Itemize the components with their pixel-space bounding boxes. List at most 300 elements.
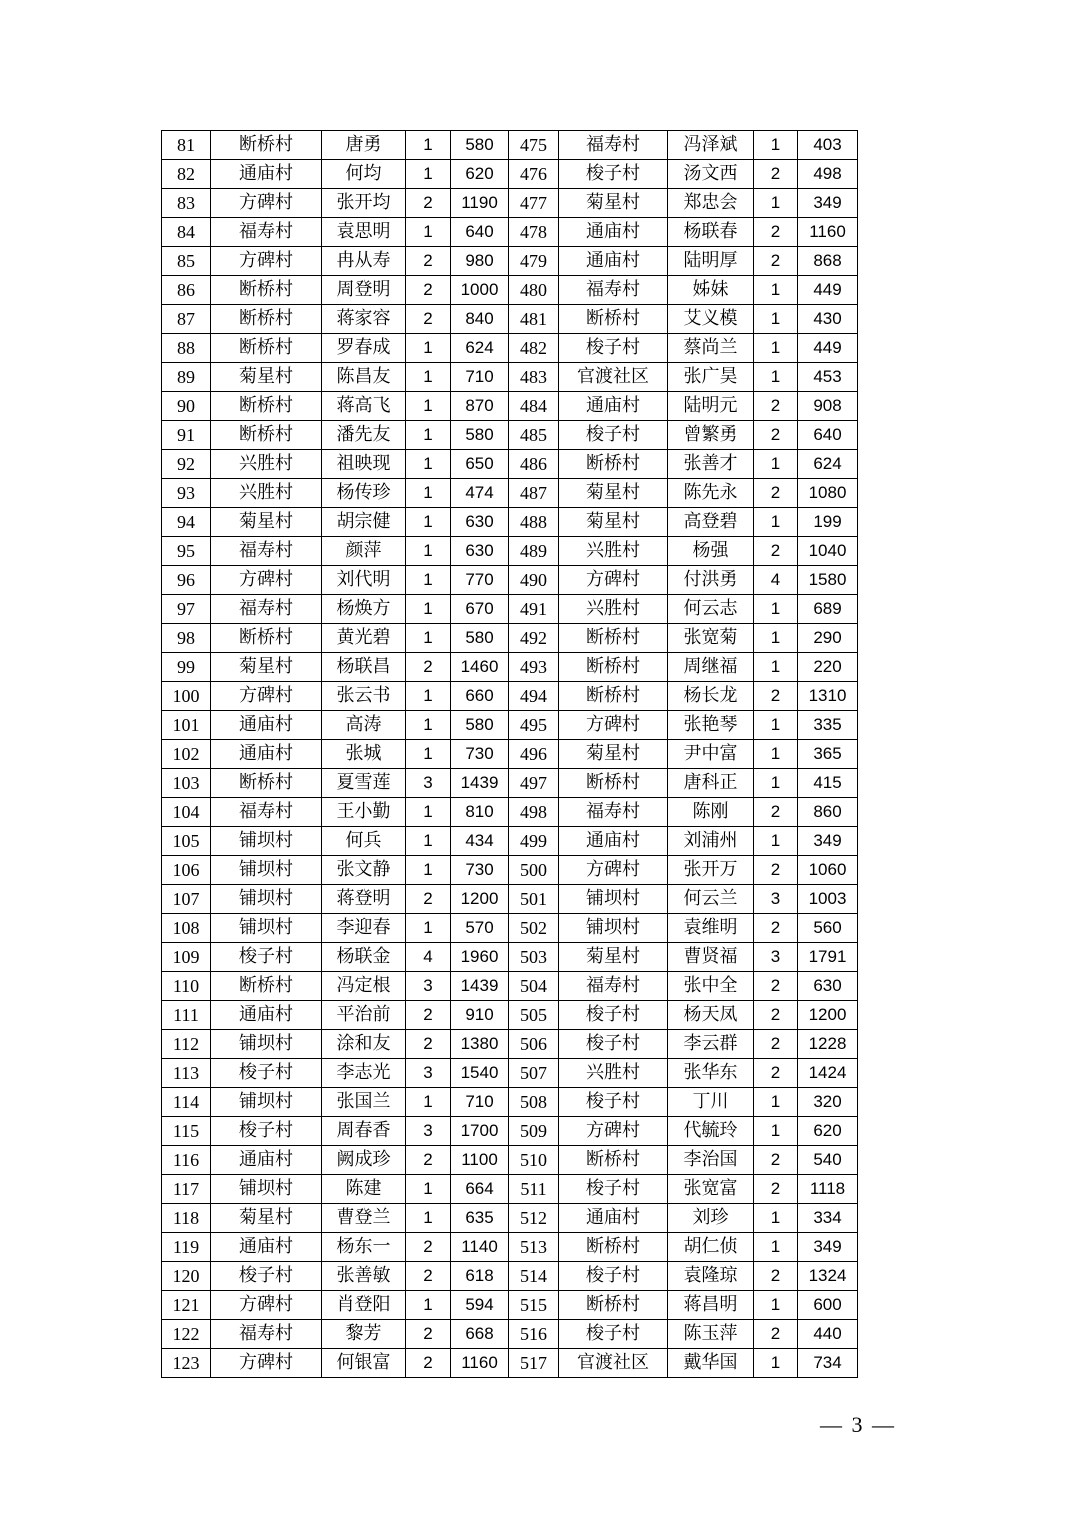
village-left: 断桥村 (211, 769, 322, 798)
table-row (162, 1320, 858, 1349)
amount-right: 449 (798, 276, 858, 305)
amount-left: 1460 (451, 653, 509, 682)
amount-left: 630 (451, 537, 509, 566)
village-left: 断桥村 (211, 421, 322, 450)
members-right: 1 (754, 827, 798, 856)
row-index-right: 479 (509, 247, 559, 276)
village-right: 梭子村 (559, 1088, 668, 1117)
village-left: 断桥村 (211, 624, 322, 653)
name-left: 周春香 (322, 1117, 406, 1146)
name-left: 潘先友 (322, 421, 406, 450)
amount-left: 870 (451, 392, 509, 421)
members-right: 1 (754, 624, 798, 653)
name-left: 陈昌友 (322, 363, 406, 392)
village-right: 福寿村 (559, 276, 668, 305)
amount-left: 664 (451, 1175, 509, 1204)
name-left: 冉从寿 (322, 247, 406, 276)
name-right: 陈玉萍 (668, 1320, 754, 1349)
table-row (162, 508, 858, 537)
members-left: 1 (406, 595, 451, 624)
village-left: 铺坝村 (211, 1088, 322, 1117)
members-right: 2 (754, 1001, 798, 1030)
members-left: 3 (406, 769, 451, 798)
members-left: 1 (406, 798, 451, 827)
village-left: 通庙村 (211, 160, 322, 189)
village-right: 通庙村 (559, 218, 668, 247)
village-right: 梭子村 (559, 1175, 668, 1204)
name-right: 曹贤福 (668, 943, 754, 972)
members-left: 1 (406, 1088, 451, 1117)
name-left: 张文静 (322, 856, 406, 885)
amount-right: 1310 (798, 682, 858, 711)
name-left: 祖映现 (322, 450, 406, 479)
table-row (162, 1088, 858, 1117)
name-left: 杨传珍 (322, 479, 406, 508)
table-row (162, 1001, 858, 1030)
members-right: 3 (754, 943, 798, 972)
amount-left: 1439 (451, 769, 509, 798)
members-right: 1 (754, 1117, 798, 1146)
village-left: 断桥村 (211, 392, 322, 421)
row-index-left: 116 (162, 1146, 211, 1175)
members-left: 2 (406, 1233, 451, 1262)
village-right: 断桥村 (559, 1146, 668, 1175)
members-left: 1 (406, 566, 451, 595)
amount-left: 434 (451, 827, 509, 856)
members-right: 1 (754, 1088, 798, 1117)
amount-right: 1200 (798, 1001, 858, 1030)
name-left: 陈建 (322, 1175, 406, 1204)
village-left: 菊星村 (211, 1204, 322, 1233)
table-row (162, 1349, 858, 1378)
amount-right: 734 (798, 1349, 858, 1378)
table-row (162, 276, 858, 305)
village-left: 方碑村 (211, 247, 322, 276)
members-right: 2 (754, 392, 798, 421)
village-left: 断桥村 (211, 131, 322, 160)
village-right: 梭子村 (559, 160, 668, 189)
village-left: 方碑村 (211, 1349, 322, 1378)
table-row (162, 624, 858, 653)
amount-right: 600 (798, 1291, 858, 1320)
amount-right: 908 (798, 392, 858, 421)
name-left: 杨联昌 (322, 653, 406, 682)
name-left: 夏雪莲 (322, 769, 406, 798)
members-left: 2 (406, 247, 451, 276)
members-right: 2 (754, 160, 798, 189)
members-right: 2 (754, 479, 798, 508)
members-left: 1 (406, 1175, 451, 1204)
name-left: 李迎春 (322, 914, 406, 943)
village-left: 兴胜村 (211, 450, 322, 479)
amount-right: 498 (798, 160, 858, 189)
members-left: 3 (406, 1059, 451, 1088)
table-row (162, 1146, 858, 1175)
members-right: 2 (754, 1146, 798, 1175)
row-index-left: 92 (162, 450, 211, 479)
village-left: 福寿村 (211, 537, 322, 566)
amount-right: 334 (798, 1204, 858, 1233)
row-index-right: 495 (509, 711, 559, 740)
members-right: 1 (754, 334, 798, 363)
table-row (162, 827, 858, 856)
row-index-left: 109 (162, 943, 211, 972)
members-right: 1 (754, 769, 798, 798)
row-index-right: 507 (509, 1059, 559, 1088)
village-right: 梭子村 (559, 421, 668, 450)
row-index-right: 498 (509, 798, 559, 827)
members-left: 2 (406, 885, 451, 914)
table-row (162, 363, 858, 392)
row-index-left: 118 (162, 1204, 211, 1233)
row-index-right: 511 (509, 1175, 559, 1204)
amount-right: 1324 (798, 1262, 858, 1291)
name-right: 张善才 (668, 450, 754, 479)
name-right: 戴华国 (668, 1349, 754, 1378)
row-index-left: 86 (162, 276, 211, 305)
row-index-right: 478 (509, 218, 559, 247)
name-right: 陆明元 (668, 392, 754, 421)
members-left: 1 (406, 1204, 451, 1233)
members-left: 1 (406, 856, 451, 885)
village-left: 断桥村 (211, 972, 322, 1001)
amount-right: 320 (798, 1088, 858, 1117)
row-index-right: 491 (509, 595, 559, 624)
name-right: 蔡尚兰 (668, 334, 754, 363)
members-right: 1 (754, 740, 798, 769)
row-index-left: 108 (162, 914, 211, 943)
row-index-right: 513 (509, 1233, 559, 1262)
amount-right: 1791 (798, 943, 858, 972)
row-index-left: 103 (162, 769, 211, 798)
amount-left: 580 (451, 624, 509, 653)
village-left: 铺坝村 (211, 914, 322, 943)
row-index-right: 488 (509, 508, 559, 537)
amount-left: 474 (451, 479, 509, 508)
table-row (162, 885, 858, 914)
table-row (162, 421, 858, 450)
row-index-right: 484 (509, 392, 559, 421)
village-left: 菊星村 (211, 653, 322, 682)
members-right: 1 (754, 450, 798, 479)
amount-right: 630 (798, 972, 858, 1001)
village-left: 铺坝村 (211, 885, 322, 914)
name-left: 何银富 (322, 1349, 406, 1378)
members-left: 2 (406, 653, 451, 682)
members-right: 3 (754, 885, 798, 914)
village-right: 通庙村 (559, 247, 668, 276)
amount-left: 1140 (451, 1233, 509, 1262)
village-right: 通庙村 (559, 392, 668, 421)
members-right: 1 (754, 276, 798, 305)
name-left: 肖登阳 (322, 1291, 406, 1320)
village-right: 菊星村 (559, 943, 668, 972)
row-index-left: 104 (162, 798, 211, 827)
name-right: 胡仁侦 (668, 1233, 754, 1262)
members-left: 1 (406, 740, 451, 769)
amount-left: 1540 (451, 1059, 509, 1088)
members-right: 1 (754, 508, 798, 537)
name-right: 唐科正 (668, 769, 754, 798)
row-index-left: 87 (162, 305, 211, 334)
name-left: 颜萍 (322, 537, 406, 566)
row-index-right: 493 (509, 653, 559, 682)
row-index-left: 91 (162, 421, 211, 450)
village-left: 通庙村 (211, 1233, 322, 1262)
name-right: 代毓玲 (668, 1117, 754, 1146)
name-right: 郑忠会 (668, 189, 754, 218)
row-index-right: 486 (509, 450, 559, 479)
members-right: 1 (754, 305, 798, 334)
members-left: 1 (406, 131, 451, 160)
row-index-right: 504 (509, 972, 559, 1001)
members-left: 1 (406, 914, 451, 943)
amount-right: 620 (798, 1117, 858, 1146)
name-left: 张开均 (322, 189, 406, 218)
village-left: 断桥村 (211, 276, 322, 305)
members-right: 4 (754, 566, 798, 595)
village-right: 福寿村 (559, 131, 668, 160)
amount-left: 580 (451, 421, 509, 450)
row-index-left: 81 (162, 131, 211, 160)
members-right: 1 (754, 1291, 798, 1320)
name-left: 刘代明 (322, 566, 406, 595)
village-right: 方碑村 (559, 566, 668, 595)
amount-left: 1190 (451, 189, 509, 218)
members-right: 2 (754, 856, 798, 885)
name-right: 张艳琴 (668, 711, 754, 740)
members-left: 2 (406, 305, 451, 334)
village-right: 断桥村 (559, 624, 668, 653)
row-index-right: 475 (509, 131, 559, 160)
table-row (162, 1233, 858, 1262)
village-right: 兴胜村 (559, 595, 668, 624)
village-left: 铺坝村 (211, 856, 322, 885)
amount-left: 840 (451, 305, 509, 334)
village-right: 梭子村 (559, 334, 668, 363)
name-right: 付洪勇 (668, 566, 754, 595)
name-right: 张广昊 (668, 363, 754, 392)
amount-right: 540 (798, 1146, 858, 1175)
village-left: 方碑村 (211, 566, 322, 595)
amount-right: 290 (798, 624, 858, 653)
members-left: 1 (406, 537, 451, 566)
name-left: 胡宗健 (322, 508, 406, 537)
table-row (162, 537, 858, 566)
village-right: 断桥村 (559, 653, 668, 682)
amount-right: 1080 (798, 479, 858, 508)
amount-right: 560 (798, 914, 858, 943)
members-left: 1 (406, 363, 451, 392)
name-left: 袁思明 (322, 218, 406, 247)
members-left: 1 (406, 160, 451, 189)
name-left: 罗春成 (322, 334, 406, 363)
row-index-right: 494 (509, 682, 559, 711)
amount-left: 668 (451, 1320, 509, 1349)
amount-right: 689 (798, 595, 858, 624)
members-left: 2 (406, 1349, 451, 1378)
row-index-left: 94 (162, 508, 211, 537)
amount-right: 365 (798, 740, 858, 769)
members-right: 1 (754, 1233, 798, 1262)
row-index-right: 482 (509, 334, 559, 363)
members-left: 1 (406, 711, 451, 740)
amount-left: 1700 (451, 1117, 509, 1146)
row-index-right: 477 (509, 189, 559, 218)
table-row (162, 943, 858, 972)
household-table (161, 130, 858, 1378)
name-left: 张云书 (322, 682, 406, 711)
table-row (162, 247, 858, 276)
amount-left: 640 (451, 218, 509, 247)
amount-left: 660 (451, 682, 509, 711)
amount-right: 624 (798, 450, 858, 479)
row-index-right: 483 (509, 363, 559, 392)
name-right: 杨长龙 (668, 682, 754, 711)
name-left: 何均 (322, 160, 406, 189)
table-row (162, 972, 858, 1001)
village-right: 梭子村 (559, 1320, 668, 1349)
village-right: 铺坝村 (559, 914, 668, 943)
name-left: 蒋高飞 (322, 392, 406, 421)
village-left: 兴胜村 (211, 479, 322, 508)
row-index-right: 499 (509, 827, 559, 856)
name-right: 杨天凤 (668, 1001, 754, 1030)
amount-right: 415 (798, 769, 858, 798)
amount-right: 1160 (798, 218, 858, 247)
name-right: 尹中富 (668, 740, 754, 769)
village-left: 福寿村 (211, 218, 322, 247)
village-left: 铺坝村 (211, 827, 322, 856)
village-right: 方碑村 (559, 711, 668, 740)
row-index-left: 115 (162, 1117, 211, 1146)
row-index-left: 117 (162, 1175, 211, 1204)
row-index-left: 102 (162, 740, 211, 769)
amount-left: 618 (451, 1262, 509, 1291)
village-right: 断桥村 (559, 1233, 668, 1262)
amount-right: 868 (798, 247, 858, 276)
name-right: 杨强 (668, 537, 754, 566)
name-left: 杨联金 (322, 943, 406, 972)
name-left: 何兵 (322, 827, 406, 856)
name-right: 张宽富 (668, 1175, 754, 1204)
row-index-right: 506 (509, 1030, 559, 1059)
table-row (162, 1262, 858, 1291)
members-right: 1 (754, 595, 798, 624)
row-index-right: 487 (509, 479, 559, 508)
row-index-left: 113 (162, 1059, 211, 1088)
amount-left: 594 (451, 1291, 509, 1320)
name-right: 陈刚 (668, 798, 754, 827)
table-row (162, 769, 858, 798)
village-left: 梭子村 (211, 1262, 322, 1291)
row-index-left: 93 (162, 479, 211, 508)
members-right: 2 (754, 1059, 798, 1088)
table-row (162, 798, 858, 827)
name-left: 涂和友 (322, 1030, 406, 1059)
amount-left: 1100 (451, 1146, 509, 1175)
row-index-right: 500 (509, 856, 559, 885)
amount-left: 620 (451, 160, 509, 189)
row-index-left: 83 (162, 189, 211, 218)
amount-right: 335 (798, 711, 858, 740)
members-left: 1 (406, 827, 451, 856)
table-row (162, 566, 858, 595)
members-left: 3 (406, 1117, 451, 1146)
row-index-left: 101 (162, 711, 211, 740)
row-index-right: 489 (509, 537, 559, 566)
members-right: 2 (754, 1175, 798, 1204)
members-right: 2 (754, 972, 798, 1001)
name-left: 曹登兰 (322, 1204, 406, 1233)
members-right: 2 (754, 1030, 798, 1059)
village-left: 通庙村 (211, 740, 322, 769)
amount-right: 1040 (798, 537, 858, 566)
amount-right: 199 (798, 508, 858, 537)
village-right: 梭子村 (559, 1001, 668, 1030)
amount-right: 449 (798, 334, 858, 363)
row-index-right: 492 (509, 624, 559, 653)
amount-left: 910 (451, 1001, 509, 1030)
village-left: 铺坝村 (211, 1175, 322, 1204)
name-right: 周继福 (668, 653, 754, 682)
table-row (162, 160, 858, 189)
village-right: 断桥村 (559, 769, 668, 798)
village-right: 梭子村 (559, 1030, 668, 1059)
village-left: 梭子村 (211, 1117, 322, 1146)
amount-right: 640 (798, 421, 858, 450)
members-right: 2 (754, 537, 798, 566)
village-right: 断桥村 (559, 305, 668, 334)
table-row (162, 305, 858, 334)
members-left: 2 (406, 1262, 451, 1291)
name-right: 袁维明 (668, 914, 754, 943)
amount-left: 1380 (451, 1030, 509, 1059)
village-right: 官渡社区 (559, 363, 668, 392)
members-left: 2 (406, 189, 451, 218)
amount-left: 635 (451, 1204, 509, 1233)
village-right: 通庙村 (559, 1204, 668, 1233)
row-index-left: 100 (162, 682, 211, 711)
amount-left: 810 (451, 798, 509, 827)
name-right: 姊妹 (668, 276, 754, 305)
row-index-left: 106 (162, 856, 211, 885)
name-right: 汤文西 (668, 160, 754, 189)
village-left: 方碑村 (211, 682, 322, 711)
members-right: 2 (754, 914, 798, 943)
members-left: 1 (406, 218, 451, 247)
name-right: 冯泽斌 (668, 131, 754, 160)
name-right: 陈先永 (668, 479, 754, 508)
row-index-left: 123 (162, 1349, 211, 1378)
name-right: 陆明厚 (668, 247, 754, 276)
village-left: 菊星村 (211, 363, 322, 392)
village-left: 菊星村 (211, 508, 322, 537)
row-index-right: 481 (509, 305, 559, 334)
row-index-right: 505 (509, 1001, 559, 1030)
amount-right: 349 (798, 189, 858, 218)
village-right: 菊星村 (559, 479, 668, 508)
village-right: 菊星村 (559, 740, 668, 769)
village-left: 方碑村 (211, 189, 322, 218)
row-index-right: 509 (509, 1117, 559, 1146)
table-body (162, 131, 858, 1378)
row-index-right: 514 (509, 1262, 559, 1291)
name-left: 杨焕方 (322, 595, 406, 624)
name-right: 高登碧 (668, 508, 754, 537)
table-row (162, 131, 858, 160)
village-left: 梭子村 (211, 943, 322, 972)
